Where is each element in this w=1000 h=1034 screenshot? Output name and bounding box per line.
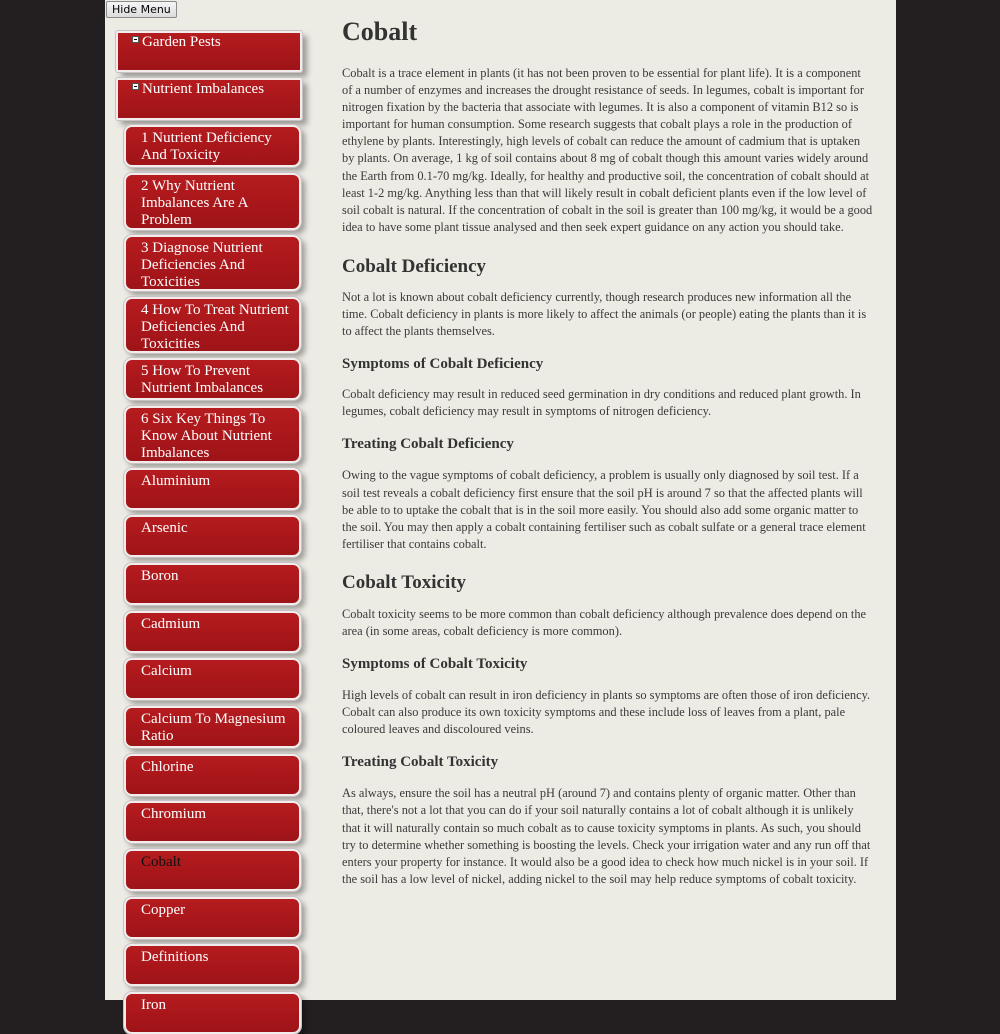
menu-item-iron[interactable]: [124, 992, 301, 1034]
collapse-icon[interactable]: [132, 83, 139, 90]
menu-item-label: 3 Diagnose Nutrient Deficiencies And Toxicities: [141, 240, 263, 290]
menu-item-label: 1 Nutrient Deficiency And Toxicity: [141, 130, 272, 163]
menu-item-label: Definitions: [141, 949, 209, 965]
page-title: Cobalt: [342, 17, 418, 46]
deficiency-treating-paragraph: Owing to the vague symptoms of cobalt deficiency, a problem is usually only diagnosed by soil test. If a soil test reveals a cobalt deficiency first ensure that the soil pH is around 7 so that the affected plants will be able to to uptake the cobalt that is in the soil more easily. You should also add some organic matter to the soil. You may then apply a cobalt containing fertiliser such as cobalt sulfate or a general trace element fertiliser that contains cobalt.: [342, 468, 866, 551]
toxicity-paragraph: Cobalt toxicity seems to be more common than cobalt deficiency although prevalence does depend on the area (in some areas, cobalt deficiency is more common).: [342, 606, 867, 638]
page: [105, 0, 896, 1013]
menu-item-label: Copper: [141, 902, 186, 918]
menu-item-label: Chlorine: [141, 759, 194, 775]
sidebar-menu: [105, 0, 335, 1013]
toxicity-heading: Cobalt Toxicity: [342, 571, 467, 593]
toxicity-symptoms-heading: Symptoms of Cobalt Toxicity: [342, 656, 528, 673]
menu-item-label: Arsenic: [141, 520, 188, 536]
menu-section-label: Nutrient Imbalances: [142, 81, 265, 97]
menu-item-chlorine[interactable]: [124, 754, 301, 796]
article: [342, 0, 874, 888]
menu-item-copper[interactable]: [124, 897, 301, 939]
menu-item-label: Boron: [141, 568, 179, 584]
intro-paragraph: Cobalt is a trace element in plants (it has not been proven to be essential for plant life). It is a component of a number of enzymes and increases the drought resistance of seeds. In legumes, cobalt is important for nitrogen fixation by the bacteria that associate with legumes. It is also a component of vitamin B12 so is important for human consumption. Some research suggests that cobalt plays a role in the production of ethylene by plants. Interestingly, high levels of cobalt can reduce the amount of cadmium that is uptaken by plants. On average, 1 kg of soil contains about 8 mg of cobalt though this amount varies widely around the Earth from 0.1-70 mg/kg. Ideally, for healthy and productive soil, the concentration of cobalt should at least 1-2 mg/kg. Anything less than that will likely result in cobalt deficient plants even if the low level of soil cobalt is natural. If the concentration of cobalt in the soil is greater than 100 mg/kg, it would be a good idea to have some plant tissue analysed and then seek expert guidance on any action you should take.: [342, 66, 873, 234]
toxicity-treating-heading: Treating Cobalt Toxicity: [342, 754, 499, 771]
menu-item-label: Chromium: [141, 806, 207, 822]
deficiency-symptoms-paragraph: Cobalt deficiency may result in reduced seed germination in dry conditions and reduced plant growth. In legumes, cobalt deficiency may result in symptoms of nitrogen deficiency.: [342, 387, 861, 419]
menu-item-chromium[interactable]: [124, 801, 301, 843]
menu-section-garden-pests[interactable]: [116, 31, 302, 72]
deficiency-treating-heading: Treating Cobalt Deficiency: [342, 436, 514, 453]
menu-item-label: 5 How To Prevent Nutrient Imbalances: [141, 363, 264, 396]
menu-item-label: Calcium: [141, 663, 192, 679]
menu-item-six-key-things[interactable]: [124, 406, 301, 463]
menu-item-boron[interactable]: [124, 563, 301, 605]
menu-item-treat-nutrient-deficiencies[interactable]: [124, 297, 301, 353]
deficiency-paragraph: Not a lot is known about cobalt deficiency currently, though research produces new information all the time. Cobalt deficiency in plants is more likely to affect the animals (or people) eating the plants than it is to affect the plants themselves.: [342, 289, 867, 339]
menu-section-nutrient-imbalances[interactable]: [116, 78, 302, 120]
menu-item-calcium[interactable]: [124, 658, 301, 700]
menu-item-calcium-to-magnesium-ratio[interactable]: [124, 706, 301, 748]
menu-item-diagnose-nutrient-deficiencies[interactable]: [124, 235, 301, 291]
menu-item-arsenic[interactable]: [124, 515, 301, 557]
menu-item-definitions[interactable]: [124, 944, 301, 986]
menu-item-why-nutrient-imbalances[interactable]: [124, 173, 301, 230]
expand-icon[interactable]: [132, 36, 139, 43]
menu-item-label: Iron: [141, 997, 166, 1013]
deficiency-symptoms-heading: Symptoms of Cobalt Deficiency: [342, 356, 544, 373]
menu-section-label: Garden Pests: [142, 34, 221, 50]
menu-item-label: Aluminium: [141, 473, 211, 489]
menu-item-aluminium[interactable]: [124, 468, 301, 510]
toxicity-symptoms-paragraph: High levels of cobalt can result in iron deficiency in plants so symptoms are often those of iron deficiency. Cobalt can also produce its own toxicity symptoms and these include loss of leaves from a plant, pale coloured leaves and discoloured veins.: [342, 688, 871, 737]
menu-item-label: Cadmium: [141, 616, 201, 632]
toxicity-treating-paragraph: As always, ensure the soil has a neutral pH (around 7) and contains plenty of organic matter. Other than that, there's not a lot that you can do if your soil naturally contains a lot of cobalt although it is unlikely that it will naturally contain so much cobalt as to cause toxicity symptoms in plants. As such, you should try to determine whether something is boosting the levels. Check your irrigation water and any run off that enters your property for instance. It would also be a good idea to check how much nickel is in your soil. If the soil has a low level of nickel, adding nickel to the soil may help reduce symptoms of cobalt toxicity.: [342, 786, 871, 886]
menu-item-prevent-nutrient-imbalances[interactable]: [124, 358, 301, 400]
menu-item-cadmium[interactable]: [124, 611, 301, 653]
menu-item-label: Cobalt: [141, 854, 181, 870]
menu-item-label: Calcium To Magnesium Ratio: [141, 711, 286, 744]
hide-menu-button[interactable]: Hide Menu: [106, 1, 177, 18]
menu-item-label: 4 How To Treat Nutrient Deficiencies And Toxicities: [141, 302, 289, 352]
menu-item-label: 2 Why Nutrient Imbalances Are A Problem: [141, 178, 248, 228]
deficiency-heading: Cobalt Deficiency: [342, 255, 487, 277]
menu-item-nutrient-deficiency-and-toxicity[interactable]: [124, 125, 301, 167]
menu-item-cobalt[interactable]: [124, 849, 301, 891]
menu-item-label: 6 Six Key Things To Know About Nutrient Imbalances: [141, 411, 272, 461]
